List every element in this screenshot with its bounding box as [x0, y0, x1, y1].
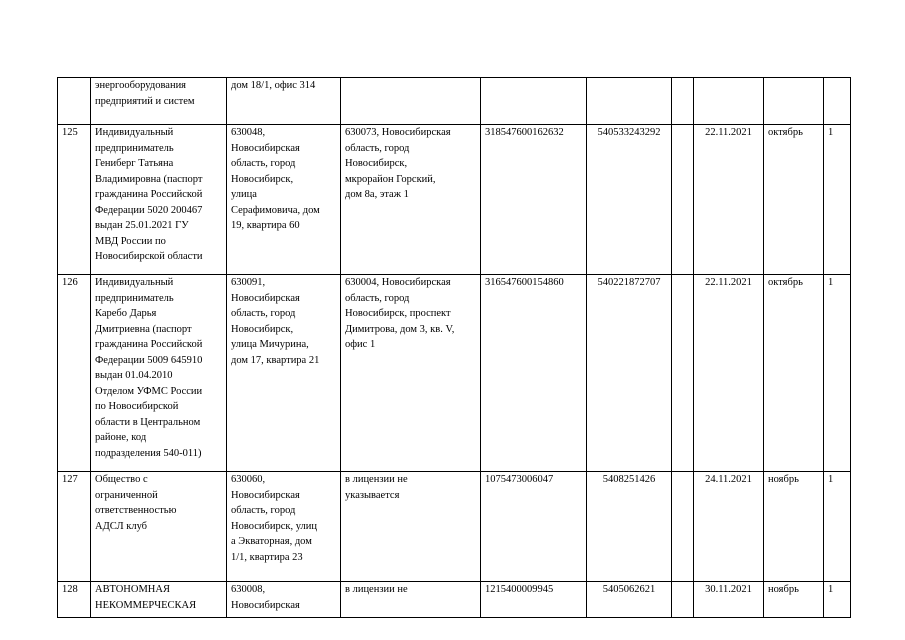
month-cell: [764, 78, 824, 125]
row-number-cell: 125: [58, 125, 91, 275]
ogrn-cell: [481, 78, 587, 125]
quantity-cell: 1: [824, 582, 851, 618]
ogrn-cell: 1075473006047: [481, 472, 587, 582]
date-cell: 30.11.2021: [694, 582, 764, 618]
legal-address-cell: дом 18/1, офис 314: [227, 78, 341, 125]
month-cell: ноябрь: [764, 472, 824, 582]
table-row: [58, 125, 851, 275]
row-number-cell: 126: [58, 275, 91, 472]
table-row: [58, 78, 851, 125]
table-row: [58, 275, 851, 472]
date-cell: 22.11.2021: [694, 275, 764, 472]
inn-cell: 5408251426: [587, 472, 672, 582]
activity-address-cell: в лицензии не указывается: [341, 472, 481, 582]
license-register-table: [57, 77, 851, 618]
date-cell: 22.11.2021: [694, 125, 764, 275]
row-number-cell: 127: [58, 472, 91, 582]
licensee-name-cell: Общество с ограниченной ответственностью АДСЛ клуб: [91, 472, 227, 582]
row-number-cell: 128: [58, 582, 91, 618]
row-number-cell: [58, 78, 91, 125]
licensee-name-cell: Индивидуальный предприниматель Гениберг Татьяна Владимировна (паспорт гражданина Российской Федерации 5020 200467 выдан 25.01.2021 ГУ МВД России по Новосибирской области: [91, 125, 227, 275]
table-row: [58, 582, 851, 618]
date-cell: [694, 78, 764, 125]
quantity-cell: [824, 78, 851, 125]
quantity-cell: 1: [824, 125, 851, 275]
quantity-cell: 1: [824, 472, 851, 582]
ogrn-cell: 316547600154860: [481, 275, 587, 472]
legal-address-cell: 630091, Новосибирская область, город Новосибирск, улица Мичурина, дом 17, квартира 21: [227, 275, 341, 472]
legal-address-cell: 630060, Новосибирская область, город Новосибирск, улиц а Экваторная, дом 1/1, квартира 23: [227, 472, 341, 582]
inn-cell: 5405062621: [587, 582, 672, 618]
legal-address-cell: 630048, Новосибирская область, город Новосибирск, улица Серафимовича, дом 19, квартира 60: [227, 125, 341, 275]
licensee-name-cell: энергооборудования предприятий и систем: [91, 78, 227, 125]
table-body: [58, 78, 851, 618]
table-row: [58, 472, 851, 582]
inn-cell: [587, 78, 672, 125]
month-cell: октябрь: [764, 125, 824, 275]
inn-cell: 540221872707: [587, 275, 672, 472]
inn-cell: 540533243292: [587, 125, 672, 275]
date-cell: 24.11.2021: [694, 472, 764, 582]
empty-cell: [672, 275, 694, 472]
activity-address-cell: [341, 78, 481, 125]
empty-cell: [672, 78, 694, 125]
month-cell: октябрь: [764, 275, 824, 472]
activity-address-cell: 630073, Новосибирская область, город Новосибирск, мкрорайон Горский, дом 8а, этаж 1: [341, 125, 481, 275]
licensee-name-cell: АВТОНОМНАЯ НЕКОММЕРЧЕСКАЯ: [91, 582, 227, 618]
licensee-name-cell: Индивидуальный предприниматель Каребо Дарья Дмитриевна (паспорт гражданина Российской Федерации 5009 645910 выдан 01.04.2010 Отделом УФМС России по Новосибирской области в Центральном районе, код подразделения 540-011): [91, 275, 227, 472]
ogrn-cell: 1215400009945: [481, 582, 587, 618]
legal-address-cell: 630008, Новосибирская: [227, 582, 341, 618]
activity-address-cell: в лицензии не: [341, 582, 481, 618]
month-cell: ноябрь: [764, 582, 824, 618]
empty-cell: [672, 472, 694, 582]
quantity-cell: 1: [824, 275, 851, 472]
ogrn-cell: 318547600162632: [481, 125, 587, 275]
empty-cell: [672, 125, 694, 275]
empty-cell: [672, 582, 694, 618]
activity-address-cell: 630004, Новосибирская область, город Новосибирск, проспект Димитрова, дом 3, кв. V, офис 1: [341, 275, 481, 472]
